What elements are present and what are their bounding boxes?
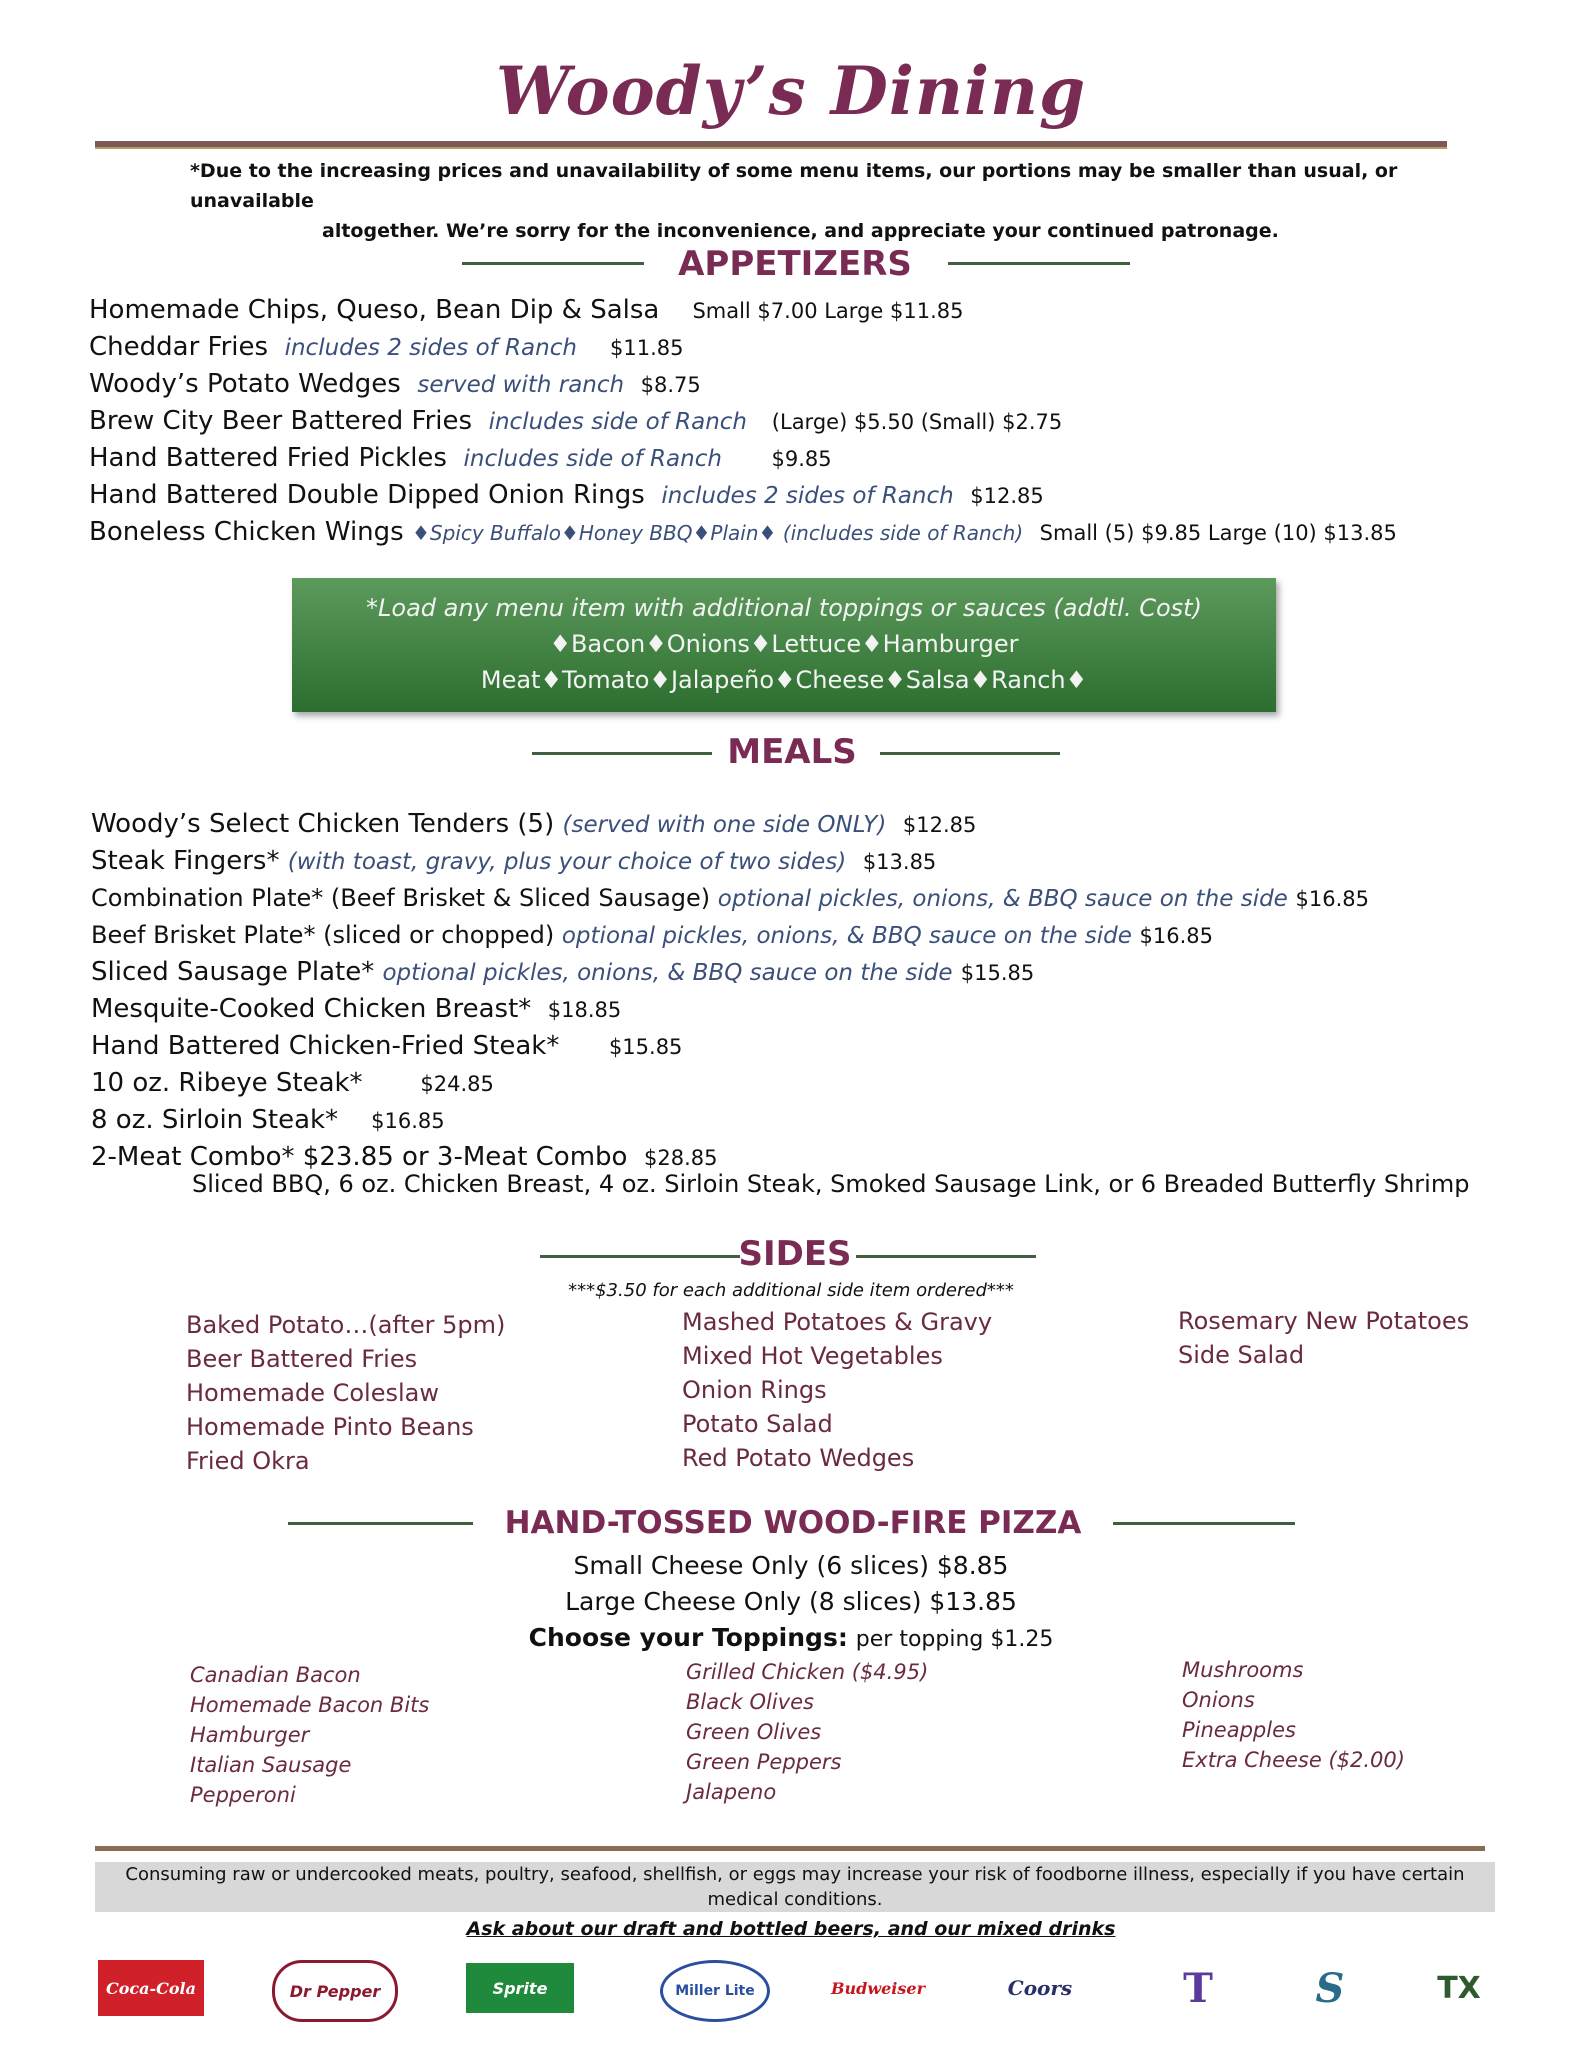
side-item: Fried Okra — [186, 1447, 310, 1475]
topping-item: Hamburger — [190, 1723, 310, 1747]
topping-item: Jalapeno — [686, 1780, 777, 1804]
footer-divider — [95, 1846, 1485, 1851]
pizza-large: Large Cheese Only (8 slices) $13.85 — [565, 1587, 1017, 1616]
section-divider-left — [540, 1255, 740, 1258]
menu-item: Sliced Sausage Plate* optional pickles, onions, & BBQ sauce on the side $15.85 — [91, 957, 1035, 987]
meals-list — [91, 806, 1369, 1176]
side-item: Side Salad — [1178, 1341, 1305, 1369]
menu-item: Homemade Chips, Queso, Bean Dip & Salsa Small $7.00 Large $11.85 — [89, 295, 964, 325]
sides-column-1 — [186, 1308, 505, 1478]
banner-line-3: Meat♦Tomato♦Jalapeño♦Cheese♦Salsa♦Ranch♦ — [480, 666, 1088, 694]
menu-item: 10 oz. Ribeye Steak* $24.85 — [91, 1068, 494, 1098]
food-safety-warning: Consuming raw or undercooked meats, poultry, seafood, shellfish, or eggs may increase your risk of foodborne illness, especially if you have certain medical conditions. — [95, 1862, 1495, 1912]
side-item: Rosemary New Potatoes — [1178, 1307, 1470, 1335]
side-item: Mashed Potatoes & Gravy — [682, 1308, 993, 1336]
miller-lite-logo: Miller Lite — [660, 1960, 770, 2022]
topping-item: Grilled Chicken ($4.95) — [686, 1660, 929, 1684]
pizza-toppings-column-1 — [190, 1660, 429, 1810]
topping-item: Canadian Bacon — [190, 1663, 361, 1687]
coca-cola-logo: Coca-Cola — [98, 1960, 204, 2016]
menu-item: Cheddar Fries includes 2 sides of Ranch $11.85 — [89, 332, 684, 362]
menu-item: Brew City Beer Battered Fries includes side of Ranch (Large) $5.50 (Small) $2.75 — [89, 406, 1063, 436]
tarleton-logo: T — [1183, 1964, 1213, 2012]
toppings-prompt: Choose your Toppings: per topping $1.25 — [528, 1623, 1054, 1652]
menu-item: Hand Battered Chicken-Fried Steak* $15.85 — [91, 1031, 683, 1061]
menu-item: Boneless Chicken Wings ♦Spicy Buffalo♦Honey BBQ♦Plain♦ (includes side of Ranch) Small (5) $9.85 Large (10) $13.85 — [89, 517, 1397, 547]
team-s-logo: S — [1315, 1964, 1345, 2012]
topping-item: Onions — [1182, 1688, 1255, 1712]
sides-column-2 — [682, 1305, 992, 1475]
combo-options: Sliced BBQ, 6 oz. Chicken Breast, 4 oz. Sirloin Steak, Smoked Sausage Link, or 6 Breaded Butterfly Shrimp — [192, 1170, 1470, 1198]
side-item: Potato Salad — [682, 1410, 833, 1438]
section-divider-right — [1113, 1522, 1295, 1525]
drinks-note: Ask about our draft and bottled beers, and our mixed drinks — [466, 1918, 1116, 1940]
topping-item: Pineapples — [1182, 1718, 1296, 1742]
sprite-logo: Sprite — [466, 1963, 574, 2013]
menu-item: Hand Battered Fried Pickles includes side of Ranch $9.85 — [89, 443, 832, 473]
menu-item: 2-Meat Combo* $23.85 or 3-Meat Combo $28.85 — [91, 1142, 718, 1172]
dr-pepper-logo: Dr Pepper — [272, 1960, 398, 2022]
menu-item: Combination Plate* (Beef Brisket & Sliced Sausage) optional pickles, onions, & BBQ sauce on the side $16.85 — [91, 884, 1369, 912]
page-title: Woody’s Dining — [495, 52, 1087, 130]
side-item: Red Potato Wedges — [682, 1444, 915, 1472]
section-divider-left — [532, 752, 712, 755]
title-divider — [95, 141, 1447, 149]
topping-item: Green Olives — [686, 1720, 822, 1744]
side-item: Homemade Pinto Beans — [186, 1413, 474, 1441]
banner-line-1: *Load any menu item with additional toppings or sauces (addtl. Cost) — [366, 594, 1202, 622]
topping-item: Homemade Bacon Bits — [190, 1693, 430, 1717]
section-divider-right — [880, 752, 1060, 755]
topping-item: Italian Sausage — [190, 1753, 352, 1777]
pizza-heading: HAND-TOSSED WOOD-FIRE PIZZA — [504, 1505, 1082, 1541]
menu-item: Beef Brisket Plate* (sliced or chopped) optional pickles, onions, & BBQ sauce on the side $16.85 — [91, 921, 1214, 949]
section-divider-left — [288, 1522, 473, 1525]
notice-line-2: altogether. We’re sorry for the inconvenience, and appreciate your continued patronage. — [322, 220, 1279, 242]
appetizers-heading: APPETIZERS — [678, 244, 912, 284]
sides-column-3 — [1178, 1304, 1469, 1372]
topping-item: Mushrooms — [1182, 1658, 1304, 1682]
sides-heading: SIDES — [738, 1234, 852, 1274]
topping-item: Black Olives — [686, 1690, 814, 1714]
pizza-toppings-column-3 — [1182, 1655, 1405, 1775]
side-item: Homemade Coleslaw — [186, 1379, 439, 1407]
topping-item: Green Peppers — [686, 1750, 842, 1774]
menu-item: 8 oz. Sirloin Steak* $16.85 — [91, 1105, 445, 1135]
side-item: Onion Rings — [682, 1376, 827, 1404]
section-divider-right — [948, 262, 1130, 265]
section-divider-right — [856, 1255, 1036, 1258]
pizza-toppings-column-2 — [686, 1657, 928, 1807]
topping-item: Extra Cheese ($2.00) — [1182, 1748, 1405, 1772]
meals-heading: MEALS — [727, 732, 857, 772]
add-toppings-banner — [292, 578, 1276, 712]
sides-note: ***$3.50 for each additional side item ordered*** — [568, 1280, 1014, 1301]
budweiser-logo: Budweiser — [831, 1978, 925, 1998]
notice-line-1: *Due to the increasing prices and unavailability of some menu items, our portions may be smaller than usual, or unavailable — [190, 160, 1398, 212]
menu-item: Woody’s Select Chicken Tenders (5) (served with one side ONLY) $12.85 — [91, 809, 977, 839]
side-item: Mixed Hot Vegetables — [682, 1342, 943, 1370]
banner-line-2: ♦Bacon♦Onions♦Lettuce♦Hamburger — [549, 630, 1019, 658]
pizza-small: Small Cheese Only (6 slices) $8.85 — [573, 1551, 1009, 1580]
texas-logo: TX — [1437, 1970, 1481, 2006]
menu-item: Hand Battered Double Dipped Onion Rings includes 2 sides of Ranch $12.85 — [89, 480, 1044, 510]
pizza-prices — [0, 1548, 1582, 1658]
coors-logo: Coors — [1007, 1976, 1073, 2000]
menu-item: Steak Fingers* (with toast, gravy, plus your choice of two sides) $13.85 — [91, 846, 937, 876]
appetizers-list — [89, 292, 1397, 551]
menu-item: Mesquite-Cooked Chicken Breast* $18.85 — [91, 994, 622, 1024]
side-item: Beer Battered Fries — [186, 1345, 418, 1373]
topping-item: Pepperoni — [190, 1783, 296, 1807]
menu-item: Woody’s Potato Wedges served with ranch $8.75 — [89, 369, 701, 399]
section-divider-left — [462, 262, 644, 265]
side-item: Baked Potato…(after 5pm) — [186, 1311, 506, 1339]
price-notice — [190, 156, 1490, 246]
